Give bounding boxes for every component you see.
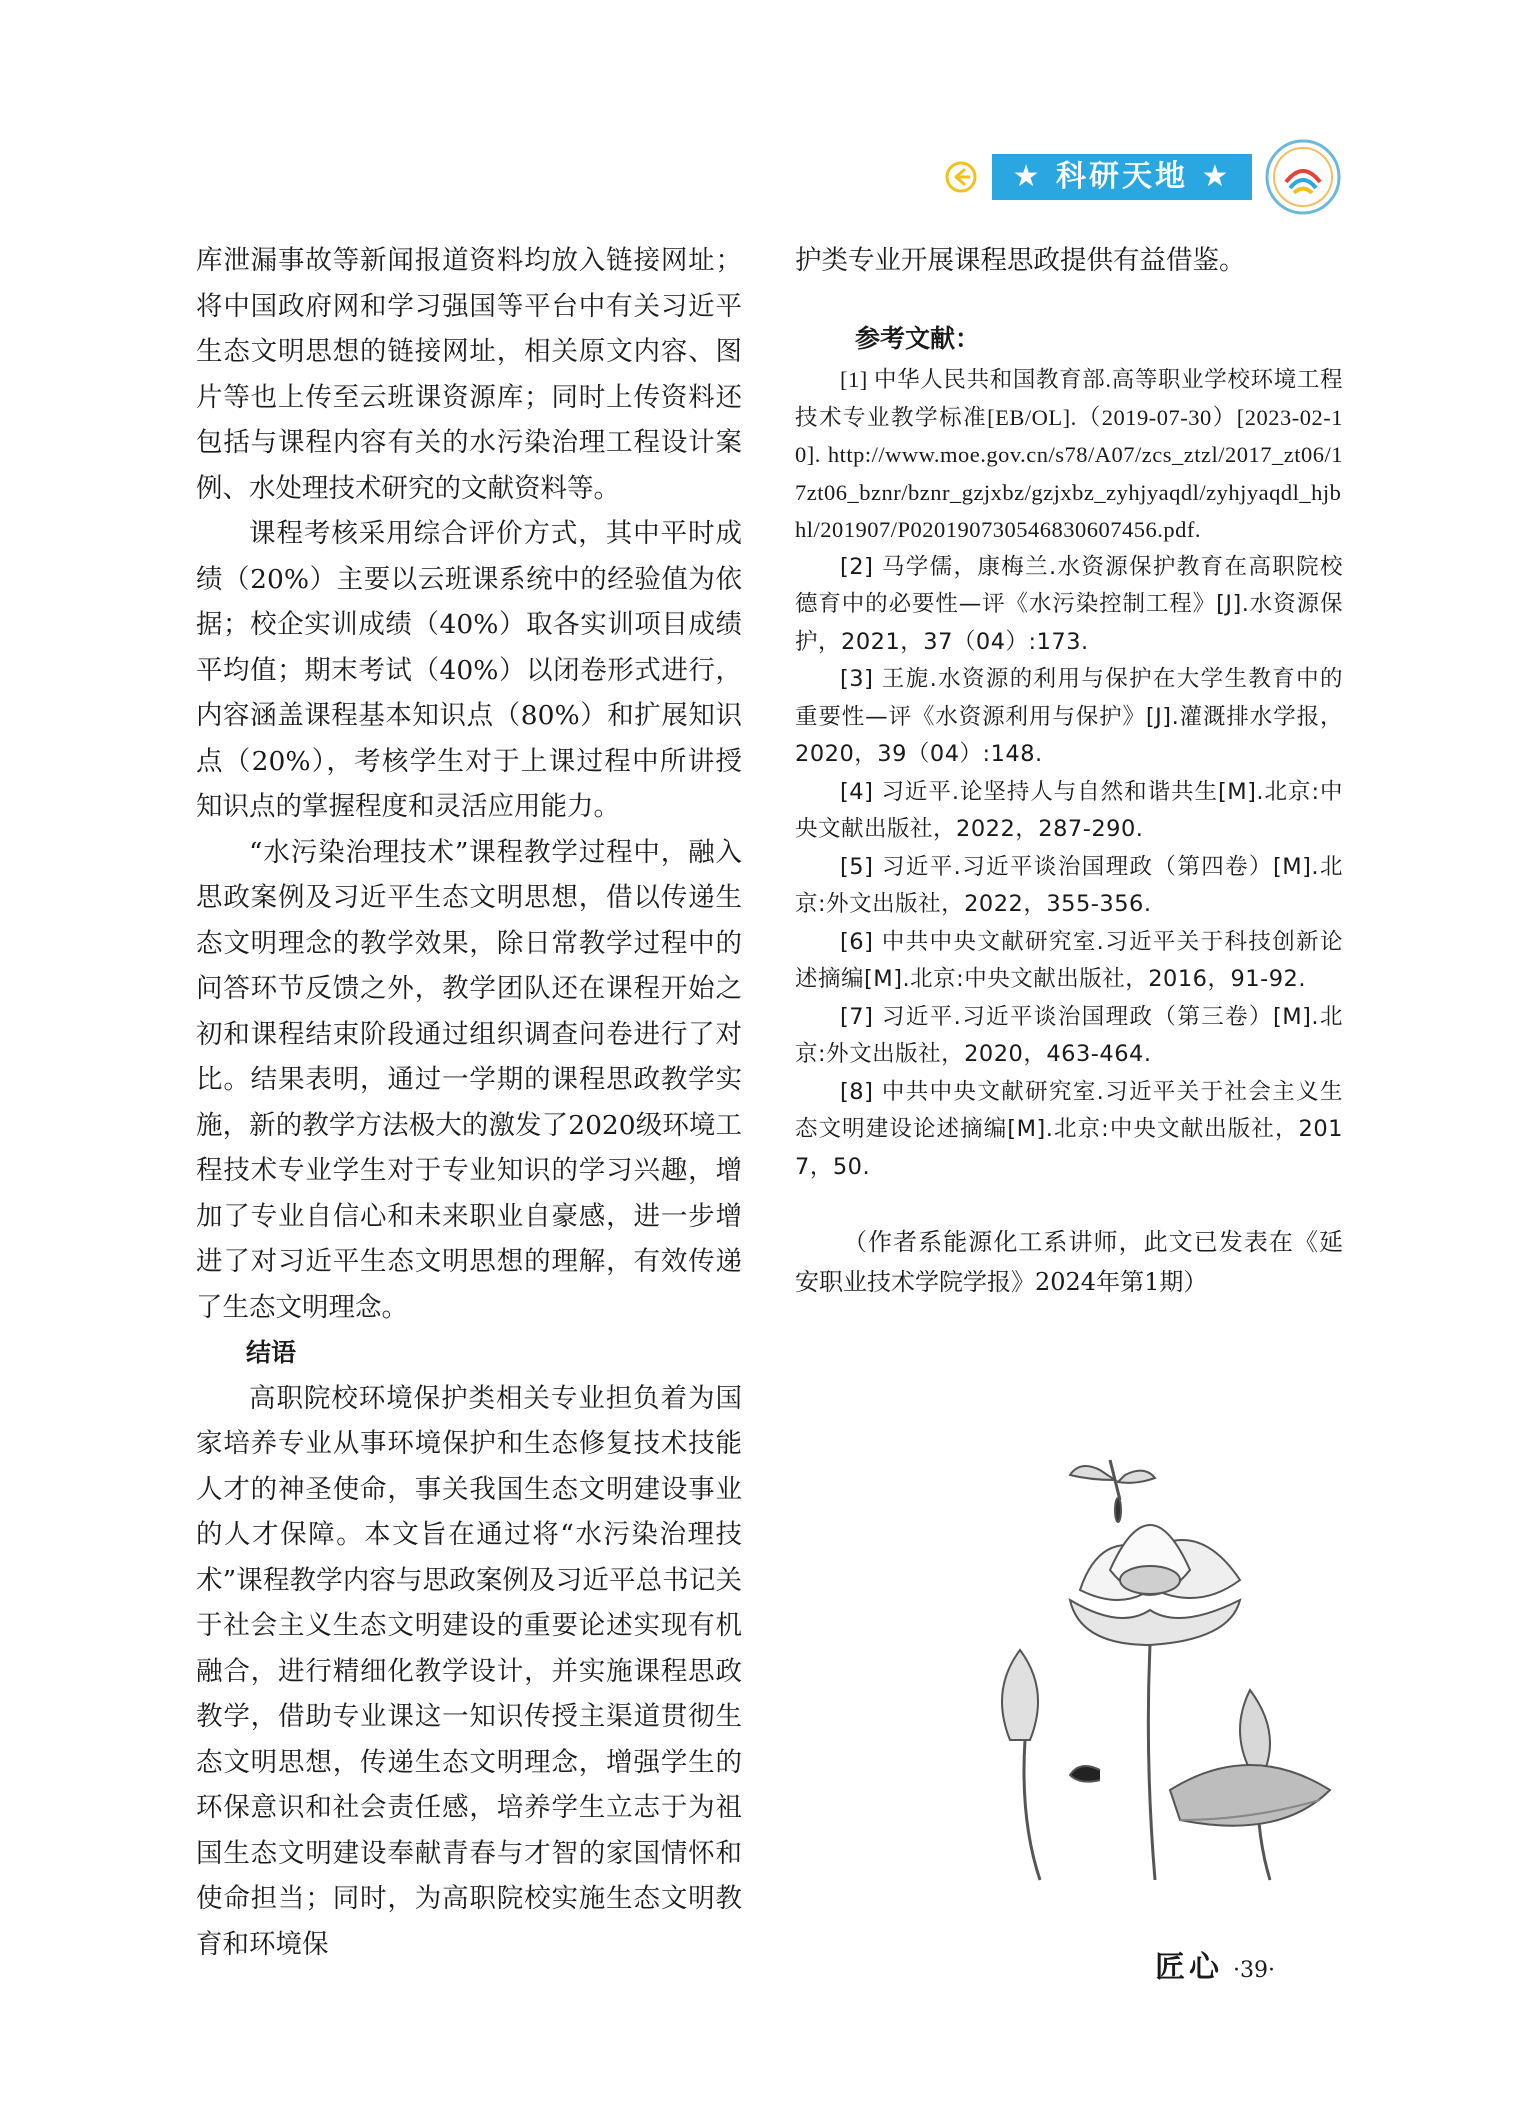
page-number: ·39· bbox=[1233, 1958, 1275, 1983]
magazine-brand: 匠心 bbox=[1155, 1950, 1223, 1985]
reference-item: [3] 王旎.水资源的利用与保护在大学生教育中的重要性—评《水资源利用与保护》[J].灌溉排水学报，2020，39（04）:148. bbox=[795, 666, 1343, 767]
left-column bbox=[196, 238, 742, 1967]
paragraph: 课程考核采用综合评价方式，其中平时成绩（20%）主要以云班课系统中的经验值为依据；校企实训成绩（40%）取各实训项目成绩平均值；期末考试（40%）以闭卷形式进行，内容涵盖课程基本知识点（80%）和扩展知识点（20%），考核学生对于上课过程中所讲授知识点的掌握程度和灵活应用能力。 bbox=[196, 518, 742, 822]
reference-item: [4] 习近平.论坚持人与自然和谐共生[M].北京:中央文献出版社，2022，287-290. bbox=[795, 778, 1343, 842]
page-header bbox=[944, 150, 1464, 230]
school-emblem-logo bbox=[1264, 138, 1342, 216]
circle-arrow-left-icon[interactable] bbox=[944, 160, 978, 194]
paragraph: 库泄漏事故等新闻报道资料均放入链接网址；将中国政府网和学习强国等平台中有关习近平生态文明思想的链接网址，相关原文内容、图片等也上传至云班课资源库；同时上传资料还包括与课程内容有关的水污染治理工程设计案例、水处理技术研究的文献资料等。 bbox=[196, 245, 742, 504]
reference-item: [7] 习近平.习近平谈治国理政（第三卷）[M].北京:外文出版社，2020，463-464. bbox=[795, 1003, 1343, 1067]
reference-item: [5] 习近平.习近平谈治国理政（第四卷）[M].北京:外文出版社，2022，355-356. bbox=[795, 853, 1343, 917]
conclusion-heading: 结语 bbox=[246, 1338, 297, 1367]
reference-item: [6] 中共中央文献研究室.习近平关于科技创新论述摘编[M].北京:中央文献出版社，2016，91-92. bbox=[795, 928, 1343, 992]
right-column bbox=[795, 238, 1343, 1302]
reference-item: [1] 中华人民共和国教育部.高等职业学校环境工程技术专业教学标准[EB/OL].（2019-07-30）[2023-02-10]. http://www.moe.gov.cn/s78/A07/zcs_ztzl/2017_zt06/17zt06_bznr/bznr_gzjxbz/gzjxbz_zyhjyaqdl/zyhjyaqdl_hjbhl/201907/P020190730546830607456.pdf. bbox=[795, 367, 1343, 542]
lotus-illustration bbox=[950, 1440, 1350, 1900]
reference-item: [2] 马学儒，康梅兰.水资源保护教育在高职院校德育中的必要性—评《水污染控制工程》[J].水资源保护，2021，37（04）:173. bbox=[795, 553, 1343, 655]
section-tag: ★ 科研天地 ★ bbox=[992, 154, 1252, 200]
author-note: （作者系能源化工系讲师，此文已发表在《延安职业技术学院学报》2024年第1期） bbox=[795, 1228, 1343, 1296]
references-heading: 参考文献： bbox=[855, 323, 981, 353]
paragraph: 护类专业开展课程思政提供有益借鉴。 bbox=[795, 245, 1246, 276]
paragraph: 高职院校环境保护类相关专业担负着为国家培养专业从事环境保护和生态修复技术技能人才的神圣使命，事关我国生态文明建设事业的人才保障。本文旨在通过将“水污染治理技术”课程教学内容与思政案例及习近平总书记关于社会主义生态文明建设的重要论述实现有机融合，进行精细化教学设计，并实施课程思政教学，借助专业课这一知识传授主渠道贯彻生态文明思想，传递生态文明理念，增强学生的环保意识和社会责任感，培养学生立志于为祖国生态文明建设奉献青春与才智的家国情怀和使命担当；同时，为高职院校实施生态文明教育和环境保 bbox=[196, 1382, 742, 1960]
reference-item: [8] 中共中央文献研究室.习近平关于社会主义生态文明建设论述摘编[M].北京:中央文献出版社，2017，50. bbox=[795, 1078, 1343, 1180]
page-footer bbox=[1155, 1942, 1275, 1986]
paragraph: “水污染治理技术”课程教学过程中，融入思政案例及习近平生态文明思想，借以传递生态文明理念的教学效果，除日常教学过程中的问答环节反馈之外，教学团队还在课程开始之初和课程结束阶段通过组织调查问卷进行了对比。结果表明，通过一学期的课程思政教学实施，新的教学方法极大的激发了2020级环境工程技术专业学生对于专业知识的学习兴趣，增加了专业自信心和未来职业自豪感，进一步增进了对习近平生态文明思想的理解，有效传递了生态文明理念。 bbox=[196, 836, 742, 1323]
